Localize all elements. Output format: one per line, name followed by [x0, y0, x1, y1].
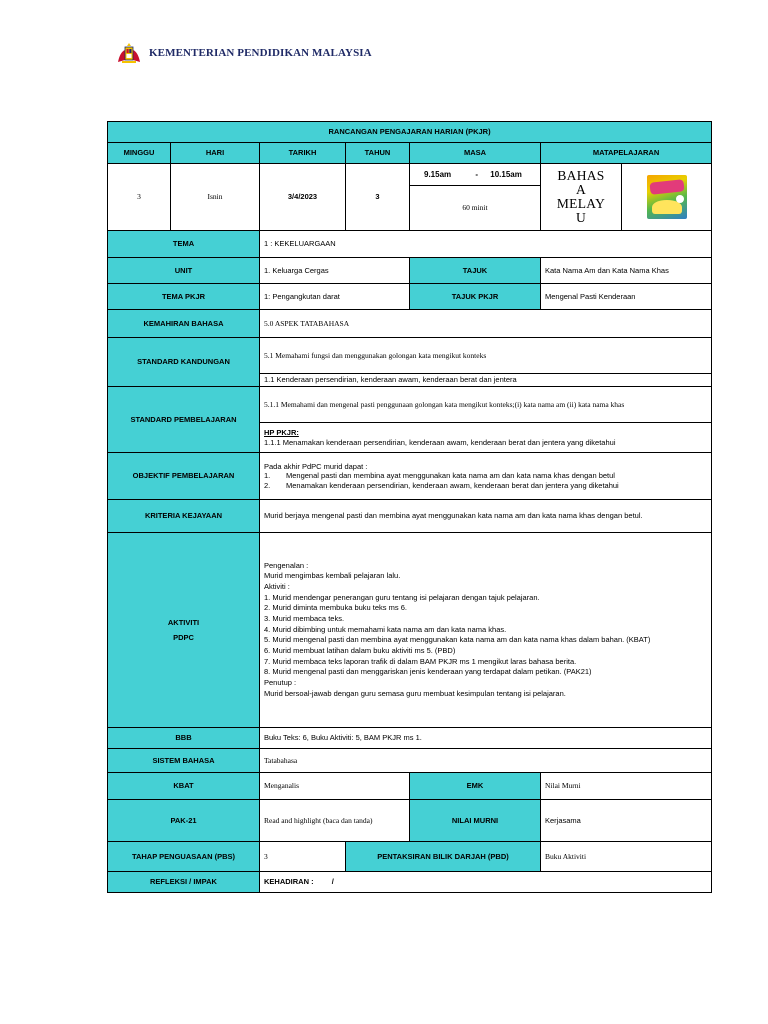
- ministry-name: KEMENTERIAN PENDIDIKAN MALAYSIA: [149, 47, 372, 59]
- unit-value: 1. Keluarga Cergas: [260, 258, 410, 284]
- label-unit: UNIT: [108, 258, 260, 284]
- coat-of-arms-icon: [116, 42, 142, 64]
- masa-start: 9.15am: [424, 169, 452, 179]
- col-matapelajaran: MATAPELAJARAN: [541, 143, 712, 164]
- label-kemahiran: KEMAHIRAN BAHASA: [108, 310, 260, 338]
- objektif-item: 2. Menamakan kenderaan persendirian, kenderaan awam, kenderaan berat dan jentera yang diketahui: [264, 480, 619, 490]
- col-masa: MASA: [410, 143, 541, 164]
- aktiviti-line: 6. Murid membuat latihan dalam buku aktiviti ms 5. (PBD): [264, 645, 456, 655]
- sp-hp-label: HP PKJR:: [264, 428, 299, 438]
- tema-pkjr-value: 1: Pengangkutan darat: [260, 284, 410, 310]
- sp-main: 5.1.1 Memahami dan mengenal pasti penggunaan golongan kata mengikut konteks;(i) kata nama am (ii) kata nama khas: [260, 387, 712, 423]
- minggu-value: 3: [108, 164, 171, 231]
- aktiviti-line: Murid bersoal-jawab dengan guru semasa guru membuat kesimpulan tentang isi pelajaran.: [264, 688, 566, 698]
- col-minggu: MINGGU: [108, 143, 171, 164]
- label-sistem-bahasa: SISTEM BAHASA: [108, 749, 260, 773]
- label-refleksi: REFLEKSI / IMPAK: [108, 872, 260, 893]
- kbat-value: Menganalis: [260, 773, 410, 800]
- label-kbat: KBAT: [108, 773, 260, 800]
- ministry-header: [116, 41, 372, 65]
- kehadiran-slash: /: [331, 877, 334, 887]
- emk-value: Nilai Murni: [541, 773, 712, 800]
- objektif-item: 1. Mengenal pasti dan membina ayat menggunakan kata nama am dan kata nama khas dengan betul: [264, 471, 615, 481]
- label-kriteria: KRITERIA KEJAYAAN: [108, 500, 260, 533]
- aktiviti-line: 5. Murid mengenal pasti dan membina ayat menggunakan kata nama am dan kata nama khas dalam bahan. (KBAT): [264, 635, 651, 645]
- label-pbd: PENTAKSIRAN BILIK DARJAH (PBD): [346, 842, 541, 872]
- tahap-value: 3: [260, 842, 346, 872]
- label-tajuk-pkjr: TAJUK PKJR: [410, 284, 541, 310]
- label-aktiviti: AKTIVITI PDPC: [108, 533, 260, 728]
- pbd-value: Buku Aktiviti: [541, 842, 712, 872]
- sp-pkjr-cell: [260, 423, 712, 453]
- subject-book-cell: [622, 164, 712, 231]
- tahun-value: 3: [346, 164, 410, 231]
- aktiviti-line: 3. Murid membaca teks.: [264, 614, 345, 624]
- objektif-list: [264, 471, 707, 490]
- label-tajuk: TAJUK: [410, 258, 541, 284]
- aktiviti-line: Pengenalan :: [264, 560, 309, 570]
- kemahiran-value: 5.0 ASPEK TATABAHASA: [260, 310, 712, 338]
- aktiviti-cell: [260, 533, 712, 728]
- objektif-cell: [260, 453, 712, 500]
- kehadiran-label: KEHADIRAN :: [264, 877, 314, 887]
- tarikh-value: 3/4/2023: [260, 164, 346, 231]
- aktiviti-line: 7. Murid membaca teks laporan trafik di dalam BAM PKJR ms 1 mengikut laras bahasa berita.: [264, 656, 577, 666]
- sk-pkjr: 1.1 Kenderaan persendirian, kenderaan awam, kenderaan berat dan jentera: [260, 374, 712, 387]
- aktiviti-line: Murid mengimbas kembali pelajaran lalu.: [264, 571, 401, 581]
- textbook-cover-icon: [647, 175, 687, 219]
- label-emk: EMK: [410, 773, 541, 800]
- hari-value: Isnin: [171, 164, 260, 231]
- durasi-value: 60 minit: [410, 186, 541, 231]
- masa-end: 10.15am: [490, 169, 522, 179]
- label-tahap-penguasaan: TAHAP PENGUASAAN (PBS): [108, 842, 260, 872]
- aktiviti-line: 8. Murid mengenal pasti dan menggariskan jenis kenderaan yang terdapat dalam petikan. (PAK21): [264, 667, 592, 677]
- label-objektif: OBJEKTIF PEMBELAJARAN: [108, 453, 260, 500]
- sk-main: 5.1 Memahami fungsi dan menggunakan golongan kata mengikut konteks: [260, 338, 712, 374]
- col-hari: HARI: [171, 143, 260, 164]
- label-pak21: PAK-21: [108, 800, 260, 842]
- kriteria-value: Murid berjaya mengenal pasti dan membina ayat menggunakan kata nama am dan kata nama khas dengan betul.: [260, 500, 712, 533]
- subject-value: BAHAS A MELAY U: [541, 164, 622, 231]
- aktiviti-line: 4. Murid dibimbing untuk memahami kata nama am dan kata nama khas.: [264, 624, 507, 634]
- aktiviti-line: 2. Murid diminta membuka buku teks ms 6.: [264, 603, 407, 613]
- refleksi-cell: [260, 872, 712, 893]
- label-standard-kandungan: STANDARD KANDUNGAN: [108, 338, 260, 387]
- masa-range: [410, 164, 541, 186]
- sp-hp-text: 1.1.1 Menamakan kenderaan persendirian, kenderaan awam, kenderaan berat dan jentera yang diketahui: [264, 437, 616, 447]
- tajuk-pkjr-value: Mengenal Pasti Kenderaan: [541, 284, 712, 310]
- tema-value: 1 : KEKELUARGAAN: [260, 231, 712, 258]
- plan-title: RANCANGAN PENGAJARAN HARIAN (PKJR): [108, 122, 712, 143]
- aktiviti-line: Aktiviti :: [264, 582, 290, 592]
- sistem-bahasa-value: Tatabahasa: [260, 749, 712, 773]
- aktiviti-line: 1. Murid mendengar penerangan guru tentang isi pelajaran dengan tajuk pelajaran.: [264, 592, 540, 602]
- masa-dash: -: [475, 169, 479, 179]
- objektif-intro: Pada akhir PdPC murid dapat :: [264, 461, 368, 471]
- label-tema-pkjr: TEMA PKJR: [108, 284, 260, 310]
- label-nilai-murni: NILAI MURNI: [410, 800, 541, 842]
- label-bbb: BBB: [108, 728, 260, 749]
- pak21-value: Read and highlight (baca dan tanda): [260, 800, 410, 842]
- col-tarikh: TARIKH: [260, 143, 346, 164]
- bbb-value: Buku Teks: 6, Buku Aktiviti: 5, BAM PKJR ms 1.: [260, 728, 712, 749]
- label-standard-pembelajaran: STANDARD PEMBELAJARAN: [108, 387, 260, 453]
- lesson-plan-table: [107, 121, 712, 893]
- label-tema: TEMA: [108, 231, 260, 258]
- nilai-murni-value: Kerjasama: [541, 800, 712, 842]
- col-tahun: TAHUN: [346, 143, 410, 164]
- tajuk-value: Kata Nama Am dan Kata Nama Khas: [541, 258, 712, 284]
- aktiviti-line: Penutup :: [264, 677, 297, 687]
